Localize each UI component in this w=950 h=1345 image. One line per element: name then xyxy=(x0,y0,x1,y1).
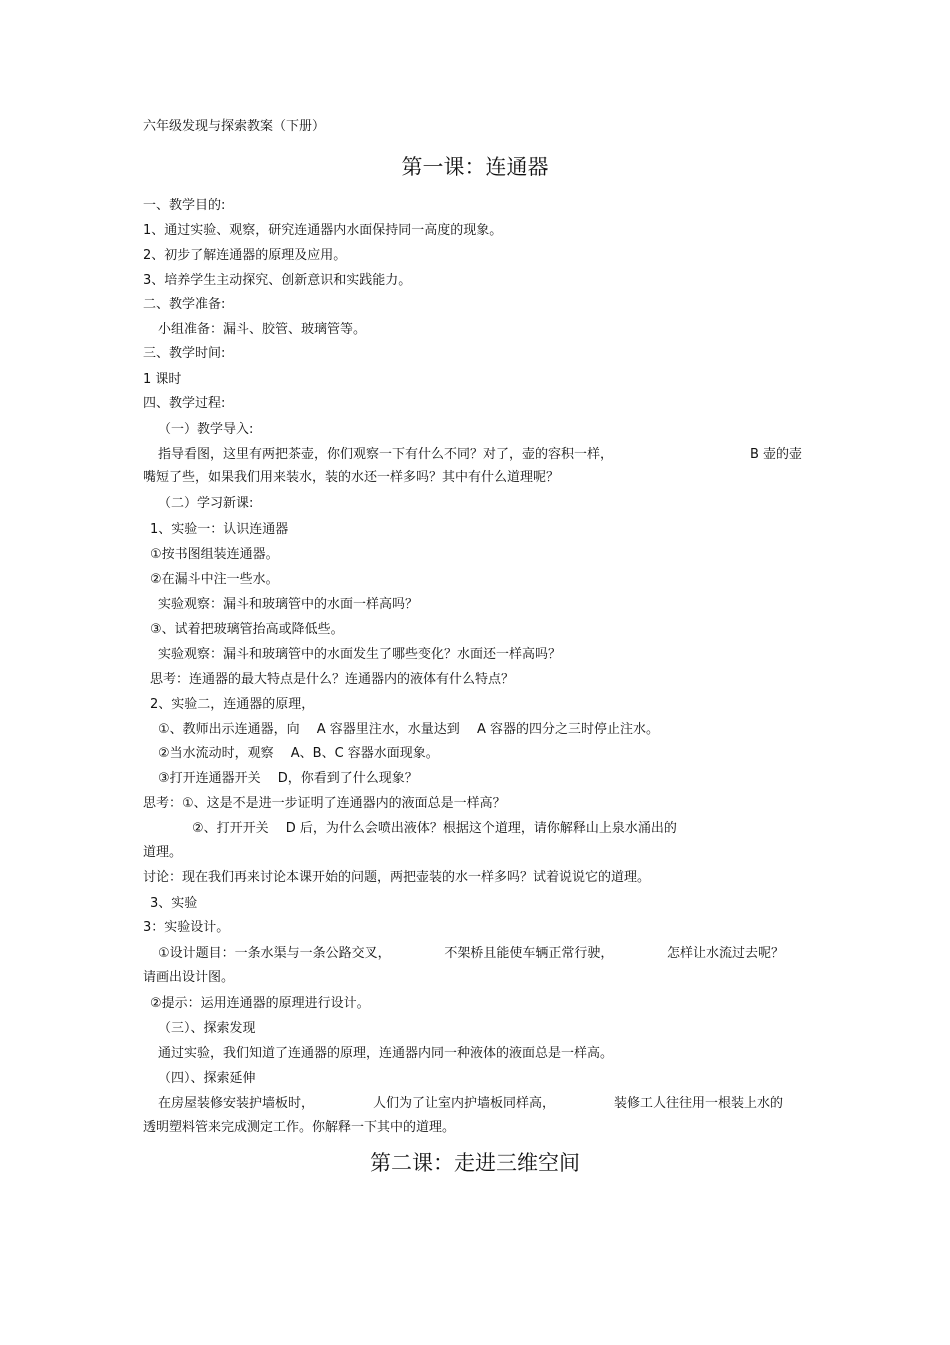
preparation-item: 小组准备：漏斗、胶管、玻璃管等。 xyxy=(158,322,367,337)
experiment1-thinking: 思考：连通器的最大特点是什么？连通器内的液体有什么特点？ xyxy=(150,672,515,687)
experiment2-step3: ③打开连通器开关 D，你看到了什么现象？ xyxy=(158,771,418,786)
extension-text-c: 装修工人往往用一根装上水的 xyxy=(613,1096,783,1111)
lesson2-title: 第二课：走进三维空间 xyxy=(370,1151,580,1175)
experiment3-topic-line1 xyxy=(158,946,784,962)
experiment3-topic-line2: 请画出设计图。 xyxy=(143,970,235,985)
experiment1-observation1: 实验观察：漏斗和玻璃管中的水面一样高吗？ xyxy=(158,597,419,612)
extension-heading: （四）、探索延伸 xyxy=(158,1071,256,1086)
topic-text-1: 一条水渠与一条公路交叉， xyxy=(234,946,391,961)
extension-line1 xyxy=(158,1096,783,1112)
intro-heading: （一）教学导入: xyxy=(158,422,254,437)
experiment1-title: 1、实验一：认识连通器 xyxy=(150,522,289,537)
discussion: 讨论：现在我们再来讨论本课开始的问题，两把壶装的水一样多吗？试着说说它的道理。 xyxy=(143,870,651,885)
experiment3-hint: ②提示：运用连通器的原理进行设计。 xyxy=(150,996,370,1011)
lesson1-title: 第一课：连通器 xyxy=(401,155,549,179)
objective-1: 1、通过实验、观察，研究连通器内水面保持同一高度的现象。 xyxy=(143,223,503,238)
new-lesson-heading: （二）学习新课: xyxy=(158,496,254,511)
time-value: 1 课时 xyxy=(143,372,182,387)
experiment3-design: 3：实验设计。 xyxy=(143,920,230,935)
intro-text-b: B 壶的壶 xyxy=(749,447,802,462)
experiment1-observation2: 实验观察：漏斗和玻璃管中的水面发生了哪些变化？水面还一样高吗？ xyxy=(158,647,562,662)
time-heading: 三、教学时间: xyxy=(143,346,226,361)
experiment1-step3: ③、试着把玻璃管抬高或降低些。 xyxy=(150,622,344,637)
intro-paragraph-line1 xyxy=(158,447,802,463)
experiment3-title: 3、实验 xyxy=(150,896,198,911)
discovery-text: 通过实验，我们知道了连通器的原理，连通器内同一种液体的液面总是一样高。 xyxy=(158,1046,614,1061)
objective-2: 2、初步了解连通器的原理及应用。 xyxy=(143,248,347,263)
preparation-heading: 二、教学准备: xyxy=(143,297,226,312)
topic-text-3: 怎样让水流过去呢？ xyxy=(666,946,784,961)
extension-text-a: 在房屋装修安装护墙板时， xyxy=(158,1096,315,1111)
objectives-heading: 一、教学目的: xyxy=(143,198,226,213)
thinking2-line3: 道理。 xyxy=(143,845,183,860)
experiment2-title: 2、实验二，连通器的原理， xyxy=(150,697,315,712)
intro-text-a: 指导看图，这里有两把茶壶，你们观察一下有什么不同？对了，壶的容积一样， xyxy=(158,447,614,462)
document-header: 六年级发现与探索教案（下册） xyxy=(143,119,326,134)
topic-label: ①设计题目： xyxy=(158,946,235,961)
extension-line2: 透明塑料管来完成测定工作。你解释一下其中的道理。 xyxy=(143,1120,456,1135)
intro-paragraph-line2: 嘴短了些，如果我们用来装水，装的水还一样多吗？其中有什么道理呢？ xyxy=(143,470,560,485)
thinking2-line2: ②、打开开关 D 后，为什么会喷出液体？根据这个道理，请你解释山上泉水涌出的 xyxy=(192,821,677,836)
topic-part-a xyxy=(158,946,391,962)
thinking2-line1: 思考：①、这是不是进一步证明了连通器内的液面总是一样高？ xyxy=(143,796,506,811)
experiment1-step1: ①按书图组装连通器。 xyxy=(150,547,279,562)
process-heading: 四、教学过程: xyxy=(143,396,226,411)
experiment2-step1: ①、教师出示连通器，向 A 容器里注水，水量达到 A 容器的四分之三时停止注水。 xyxy=(158,722,659,737)
objective-3: 3、培养学生主动探究、创新意识和实践能力。 xyxy=(143,273,412,288)
topic-text-2: 不架桥且能使车辆正常行驶， xyxy=(444,946,614,961)
extension-text-b: 人们为了让室内护墙板同样高， xyxy=(372,1096,555,1111)
experiment2-step2: ②当水流动时，观察 A、B、C 容器水面现象。 xyxy=(158,746,439,761)
experiment1-step2: ②在漏斗中注一些水。 xyxy=(150,572,279,587)
discovery-heading: （三）、探索发现 xyxy=(158,1021,256,1036)
